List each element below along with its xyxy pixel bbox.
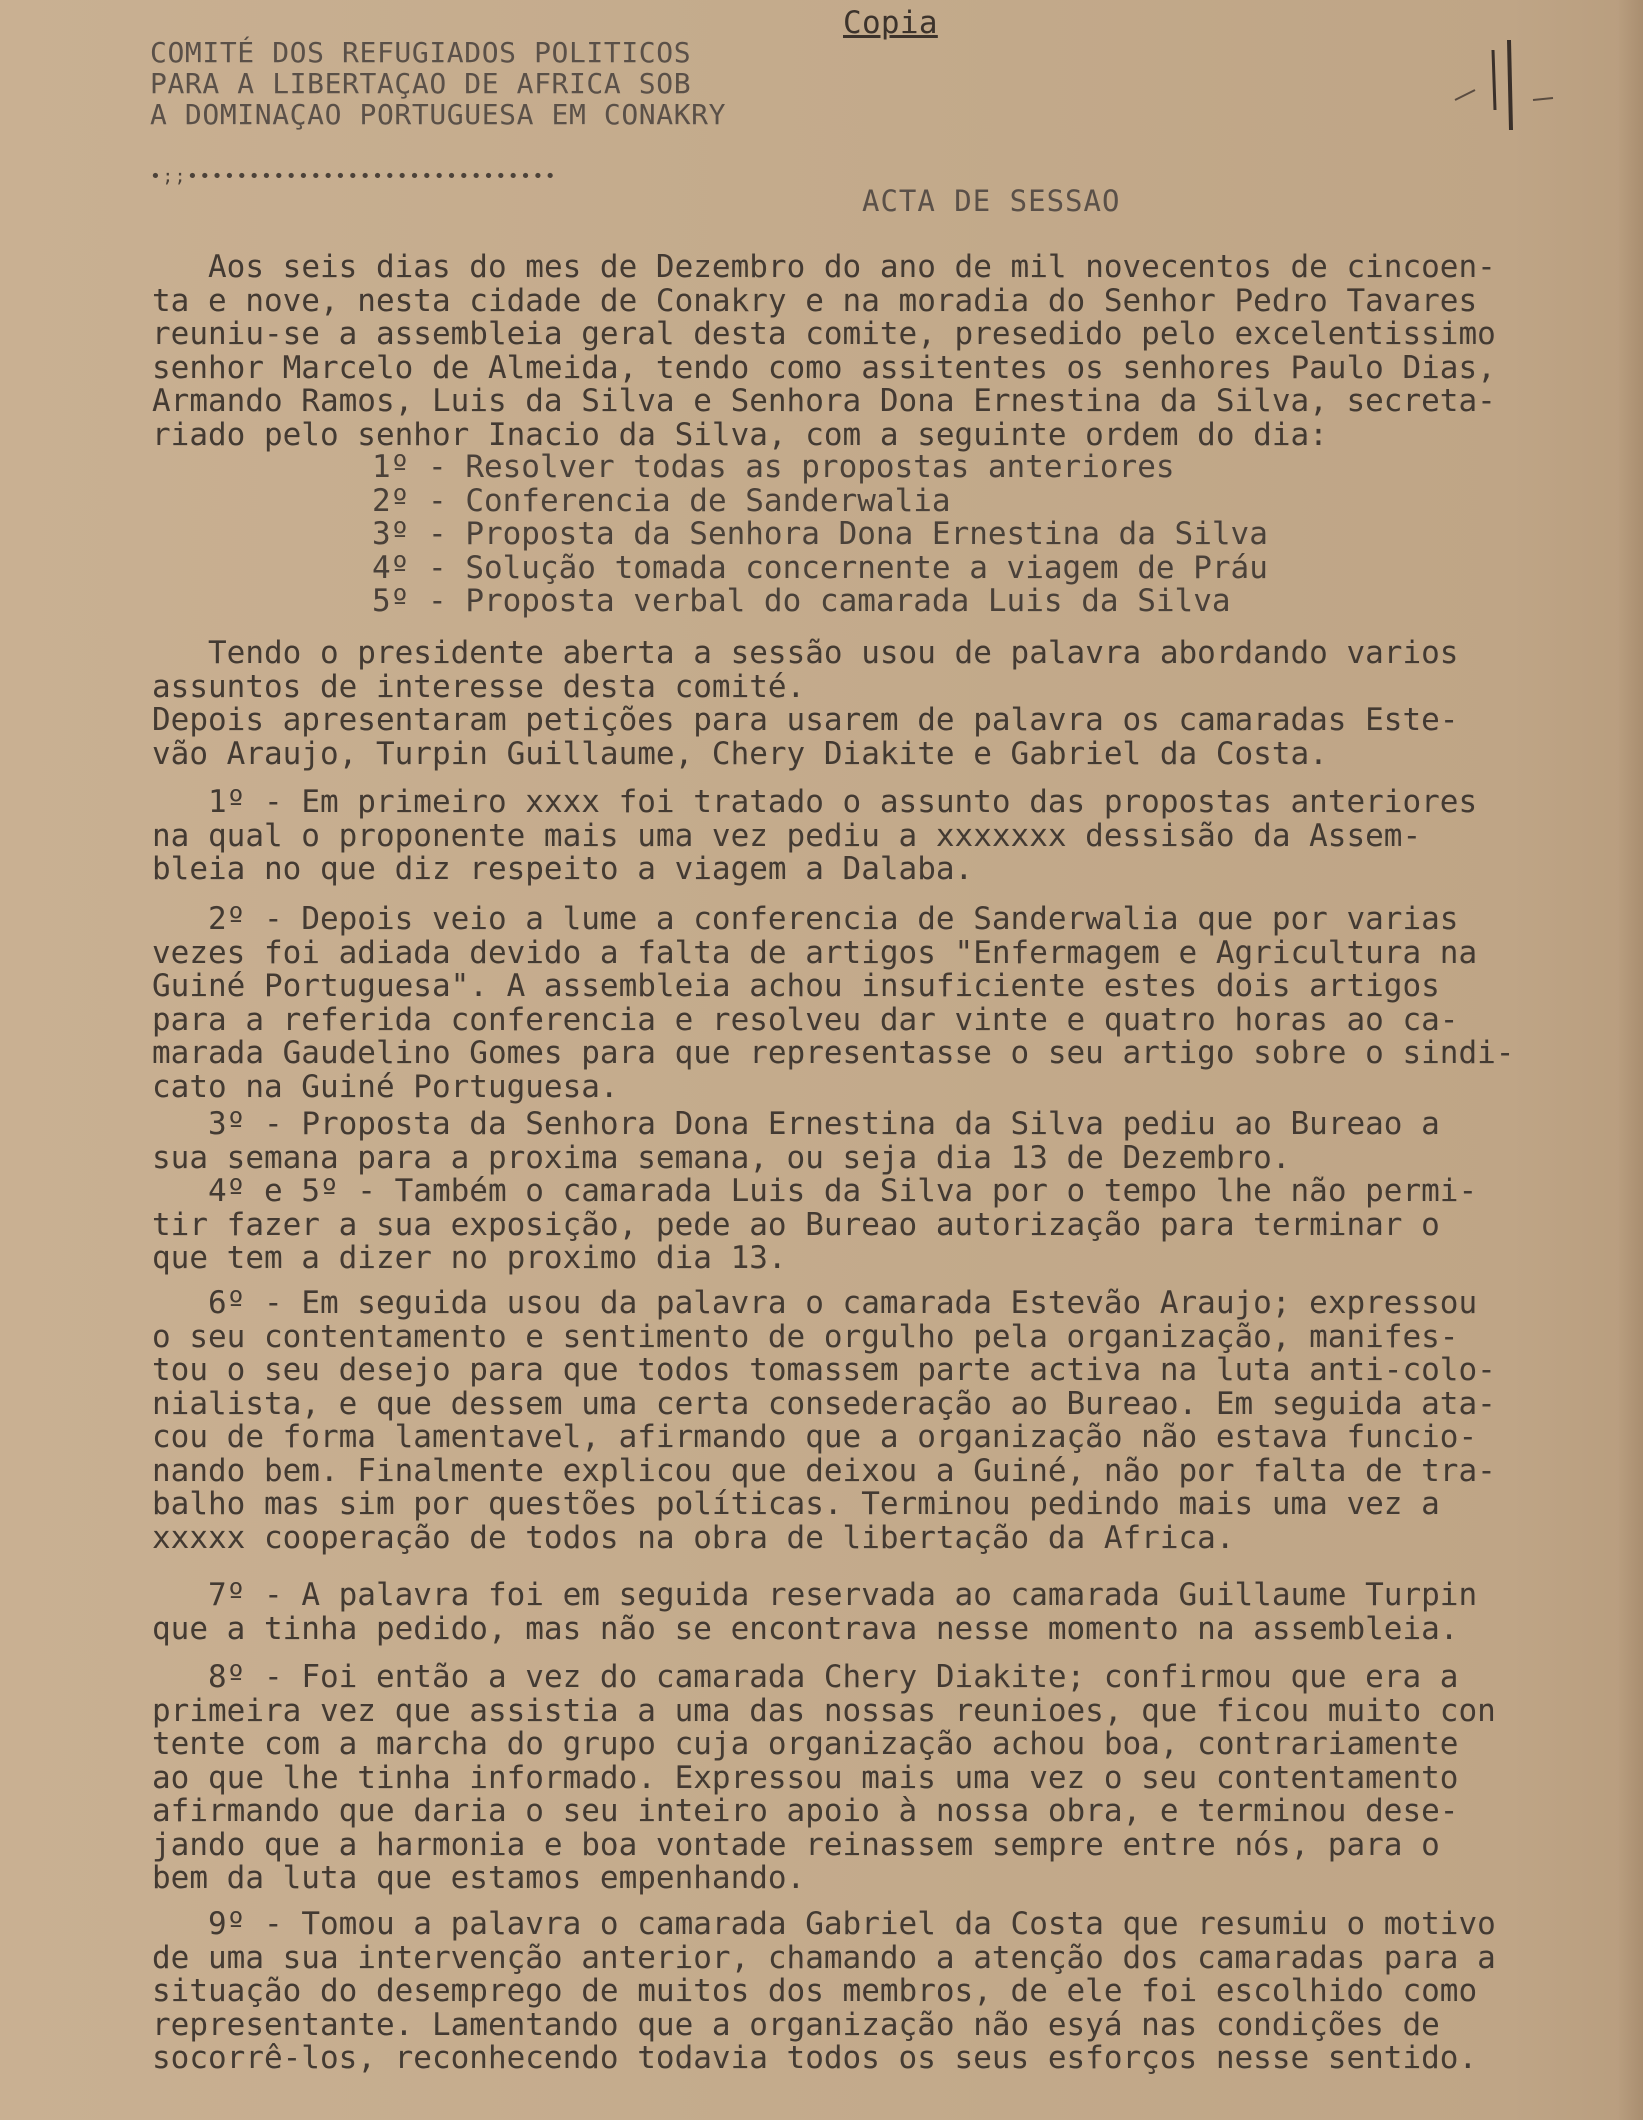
item-6-line: 6º - Em seguida usou da palavra o camarada Estevão Araujo; expressou xyxy=(208,1285,1478,1321)
intro-line: reuniu-se a assembleia geral desta comite, presedido pelo excelentissimo xyxy=(152,316,1496,352)
item-2-line: vezes foi adiada devido a falta de artigos "Enfermagem e Agricultura na xyxy=(152,934,1478,971)
item-7-line: 7º - A palavra foi em seguida reservada ao camarada Guillaume Turpin xyxy=(208,1577,1478,1613)
item-8-line: ao que lhe tinha informado. Expressou mais uma vez o seu contentamento xyxy=(152,1759,1459,1796)
item-3-line: sua semana para a proxima semana, ou seja dia 13 de Dezembro. xyxy=(152,1139,1291,1176)
intro-line: senhor Marcelo de Almeida, tendo como assitentes os senhores Paulo Dias, xyxy=(152,349,1496,386)
item-2-line: marada Gaudelino Gomes para que representasse o seu artigo sobre o sindi- xyxy=(152,1035,1515,1071)
item-6-line: nando bem. Finalmente explicou que deixou a Guiné, não por falta de tra- xyxy=(152,1452,1496,1489)
item-6-line: xxxxx cooperação de todos na obra de libertação da Africa. xyxy=(152,1519,1235,1556)
item-8-line: afirmando que daria o seu inteiro apoio à nossa obra, e terminou dese- xyxy=(152,1793,1459,1829)
agenda-item: 2º - Conferencia de Sanderwalia xyxy=(372,482,951,519)
agenda-item: 5º - Proposta verbal do camarada Luis da Silva xyxy=(372,583,1231,619)
item-9-line: de uma sua intervenção anterior, chamando a atenção dos camaradas para a xyxy=(152,1939,1496,1976)
item-8-line: tente com a marcha do grupo cuja organização achou boa, contrariamente xyxy=(152,1726,1459,1762)
item-1-line: na qual o proponente mais uma vez pediu a xxxxxxx dessisão da Assem- xyxy=(152,817,1422,854)
item-2-line: 2º - Depois veio a lume a conferencia de Sanderwalia que por varias xyxy=(208,901,1459,937)
item-9-line: representante. Lamentando que a organização não esyá nas condições de xyxy=(152,2006,1440,2043)
item-9-line: socorrê-los, reconhecendo todavia todos os seus esforços nesse sentido. xyxy=(152,2040,1478,2076)
separator: •;;•••••••••••••••••••••••••••••• xyxy=(150,166,558,187)
opening-line: assuntos de interesse desta comité. xyxy=(152,668,806,705)
header-line: PARA A LIBERTAÇAO DE AFRICA SOB xyxy=(150,67,692,100)
opening-line: Tendo o presidente aberta a sessão usou de palavra abordando varios xyxy=(208,635,1459,671)
handwritten-marks-icon xyxy=(1453,30,1563,140)
header-line: A DOMINAÇAO PORTUGUESA EM CONAKRY xyxy=(150,98,727,131)
item-8-line: bem da luta que estamos empenhando. xyxy=(152,1860,806,1896)
item-2-line: Guiné Portuguesa". A assembleia achou insuficiente estes dois artigos xyxy=(152,968,1440,1004)
item-6-line: tou o seu desejo para que todos tomassem parte activa na luta anti-colo- xyxy=(152,1352,1496,1388)
item-3-line: 3º - Proposta da Senhora Dona Ernestina da Silva pediu ao Bureao a xyxy=(208,1106,1440,1142)
item-8-line: jando que a harmonia e boa vontade reinassem sempre entre nós, para o xyxy=(152,1826,1440,1863)
agenda-item: 3º - Proposta da Senhora Dona Ernestina da Silva xyxy=(372,516,1268,552)
item-4-5-line: 4º e 5º - Também o camarada Luis da Silva por o tempo lhe não permi- xyxy=(208,1173,1478,1209)
item-1-line: bleia no que diz respeito a viagem a Dalaba. xyxy=(152,851,974,887)
intro-line: Armando Ramos, Luis da Silva e Senhora Dona Ernestina da Silva, secreta- xyxy=(152,383,1496,419)
intro-line: riado pelo senhor Inacio da Silva, com a seguinte ordem do dia: xyxy=(152,416,1328,453)
intro-line: Aos seis dias do mes de Dezembro do ano de mil novecentos de cincoen- xyxy=(208,249,1496,285)
item-9-line: 9º - Tomou a palavra o camarada Gabriel da Costa que resumiu o motivo xyxy=(208,1906,1496,1942)
item-2-line: para a referida conferencia e resolveu dar vinte e quatro horas ao ca- xyxy=(152,1001,1459,1038)
opening-line: Depois apresentaram petições para usarem de palavra os camaradas Este- xyxy=(152,702,1459,738)
item-7-line: que a tinha pedido, mas não se encontrava nesse momento na assembleia. xyxy=(152,1610,1459,1647)
item-6-line: nialista, e que dessem uma certa consederação ao Bureao. Em seguida ata- xyxy=(152,1385,1496,1422)
item-8-line: primeira vez que assistia a uma das nossas reunioes, que ficou muito con xyxy=(152,1692,1496,1729)
item-8-line: 8º - Foi então a vez do camarada Chery Diakite; confirmou que era a xyxy=(208,1659,1459,1695)
item-6-line: cou de forma lamentavel, afirmando que a organização não estava funcio- xyxy=(152,1419,1478,1455)
opening-line: vão Araujo, Turpin Guillaume, Chery Diakite e Gabriel da Costa. xyxy=(152,735,1328,772)
item-6-line: balho mas sim por questões políticas. Terminou pedindo mais uma vez a xyxy=(152,1486,1440,1522)
header-line: COMITÉ DOS REFUGIADOS POLITICOS xyxy=(150,36,692,69)
item-1-line: 1º - Em primeiro xxxx foi tratado o assunto das propostas anteriores xyxy=(208,784,1478,820)
item-2-line: cato na Guiné Portuguesa. xyxy=(152,1068,619,1105)
copy-stamp: Copia xyxy=(843,5,938,41)
item-9-line: situação do desemprego de muitos dos membros, de ele foi escolhido como xyxy=(152,1973,1478,2009)
agenda-item: 1º - Resolver todas as propostas anteriores xyxy=(372,449,1175,485)
item-4-5-line: que tem a dizer no proximo dia 13. xyxy=(152,1240,787,1276)
item-4-5-line: tir fazer a sua exposição, pede ao Bureao autorização para terminar o xyxy=(152,1206,1440,1243)
agenda-item: 4º - Solução tomada concernente a viagem de Práu xyxy=(372,549,1268,586)
item-6-line: o seu contentamento e sentimento de orgulho pela organização, manifes- xyxy=(152,1318,1459,1355)
intro-line: ta e nove, nesta cidade de Conakry e na moradia do Senhor Pedro Tavares xyxy=(152,282,1478,319)
document-title: ACTA DE SESSAO xyxy=(862,184,1121,218)
page-edge xyxy=(1619,0,1643,2120)
